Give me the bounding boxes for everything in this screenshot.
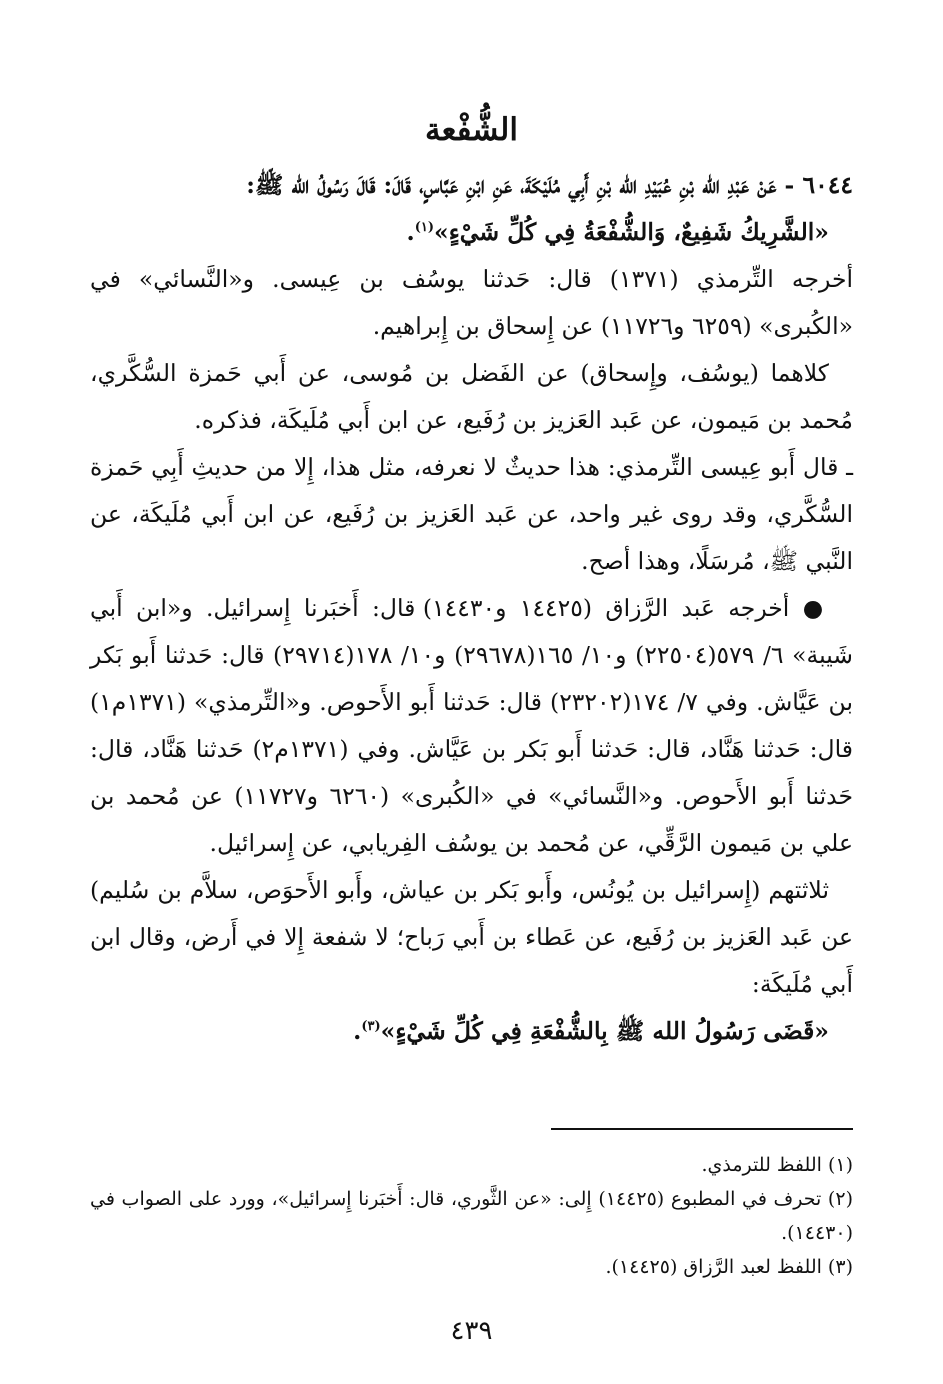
main-content xyxy=(90,108,853,1055)
footnote-3: (٣) اللفظ لعبد الرَّزاق (١٤٤٢٥). xyxy=(605,1256,853,1278)
hadith-matn-2-end: . xyxy=(353,1017,362,1045)
tirmidhi-comment: ـ قال أَبو عِيسى التِّرمذي: هذا حديثٌ لا نعرفه، مثل هذا، إِلا من حديثِ أَبِي حَمزة السُّكَّري، وقد روى غير واحد، عن عَبد العَزيز بن رُفَيع، عن ابن أَبي مُلَيكَة، عن النَّبي ﷺ، مُرسَلًا، وهذا أصح. xyxy=(90,453,853,575)
footnote-1: (١) اللفظ للترمذي. xyxy=(701,1154,853,1176)
hadith-matn-text: «الشَّرِيكُ شَفِيعٌ، وَالشُّفْعَةُ فِي كُلِّ شَيْءٍ» xyxy=(434,218,829,246)
footnotes xyxy=(90,1148,853,1284)
isnad-three: ثلاثتهم (إِسرائيل بن يُونُس، وأَبو بَكر بن عياش، وأَبو الأَحوَص، سلاَّم بن سُليم) عن عَبد العَزيز بن رُفَيع، عن عَطاء بن أَبي رَباح؛ لا شفعة إِلا في أَرض، وقال ابن أَبي مُلَيكَة: xyxy=(90,876,853,998)
hadith-isnad-text: ٦٠٤٤ - عَنْ عَبْدِ الله بْنِ عُبَيْدِ الله بْنِ أَبِي مُلَيْكَةَ، عَنِ ابْنِ عَبَّاسٍ، قَالَ: قَالَ رَسُولُ الله ﷺ: xyxy=(246,171,853,199)
takhrij-abdurrazzaq xyxy=(90,585,853,867)
hadith-matn xyxy=(90,209,853,256)
takhrij-tirmidhi: أخرجه التِّرمذي (١٣٧١) قال: حَدثنا يوسُف بن عِيسى. و«النَّسائي» في «الكُبرى» (٦٢٥٩ و١١٧٢٦) عن إِسحاق بن إِبراهيم. xyxy=(90,265,854,340)
hadith-matn-end: . xyxy=(406,218,415,246)
body-text xyxy=(90,162,853,1055)
hadith-matn-2-text: «قَضَى رَسُولُ الله ﷺ بِالشُّفْعَةِ فِي كُلِّ شَيْءٍ» xyxy=(380,1017,829,1045)
footnote-divider xyxy=(551,1128,853,1130)
page-number: ٤٣٩ xyxy=(450,1316,493,1346)
chapter-title: الشُّفْعة xyxy=(425,112,518,148)
hadith-isnad xyxy=(90,162,853,209)
footnote-2: (٢) تحرف في المطبوع (١٤٤٢٥) إِلى: «عن الثَّوري، قال: أَخبَرنا إِسرائيل»، وورد على الصواب في (١٤٤٣٠). xyxy=(90,1188,853,1244)
takhrij-abdurrazzaq-text: ● أخرجه عَبد الرَّزاق (١٤٤٢٥ و١٤٤٣٠) قال: أَخبَرنا إِسرائيل. و«ابن أَبي شَيبة» ٦/ ٥٧٩(٢٢٥٠٤) و١٠/ ١٦٥(٢٩٦٧٨) و١٠/ ١٧٨(٢٩٧١٤) قال: حَدثنا أَبو بَكر بن عَيَّاش. وفي ٧/ ١٧٤(٢٣٢٠٢) قال: حَدثنا أَبو الأَحوص. و«التِّرمذي» (١٣٧١م١) قال: حَدثنا هَنَّاد، قال: حَدثنا أَبو بَكر بن عَيَّاش. وفي (١٣٧١م٢) حَدثنا هَنَّاد، قال: حَدثنا أَبو الأَحوص. و«النَّسائي» في «الكُبرى» (٦٢٦٠ و١١٧٢٧) عن مُحمد بن علي بن مَيمون الرَّقِّي، عن مُحمد بن يوسُف الفِريابي، عن إِسرائيل. xyxy=(90,594,854,857)
isnad-convergence: كلاهما (يوسُف، وإِسحاق) عن الفَضل بن مُوسى، عن أَبي حَمزة السُّكَّري، مُحمد بن مَيمون، عن عَبد العَزيز بن رُفَيع، عن ابن أَبي مُلَيكَة، فذكره. xyxy=(90,359,853,434)
footnote-marker-1: (١) xyxy=(414,220,435,236)
hadith-matn-2 xyxy=(90,1008,853,1055)
footnote-marker-3: (٣) xyxy=(361,1019,381,1035)
